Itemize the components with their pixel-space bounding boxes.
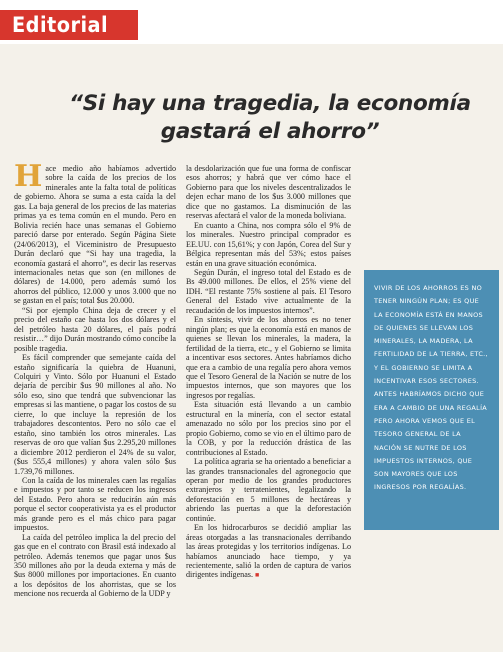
- article-paragraph: En cuanto a China, nos compra sólo el 9% de los minerales. Nuestro principal comprador es EE.UU. con 15,61%; y con Japón, Corea del Sur y Bélgica representan más del 53%; estos países están en una grave situación económica.: [186, 220, 351, 268]
- article-paragraph: [186, 523, 351, 581]
- article-paragraph: “Si por ejemplo China deja de crecer y el precio del estaño cae hasta los dos dólares y el del petróleo hasta 20 dólares, el país podrá resistir…” dijo Durán mostrando cómo concibe la posible tragedia.: [14, 305, 176, 353]
- section-tab: [0, 10, 138, 40]
- pull-quote: [364, 270, 499, 530]
- article-paragraph: En síntesis, vivir de los ahorros es no tener ningún plan; es que la economía está en manos de quienes se llevan los minerales, la madera, la fertilidad de la tierra, etc., y el Gobierno se limita a incentivar esos sectores. Antes habríamos dicho que era a cambio de una regalía pero ahora vemos que el Tesoro General de la Nación se nutre de los impuestos internos, que son mayores que los ingresos por regalías.: [186, 315, 351, 400]
- section-label: Editorial: [12, 13, 109, 37]
- headline: “Si hay una tragedia, la economía gastará el ahorro”: [69, 91, 471, 144]
- middle-column: [186, 164, 351, 581]
- article-paragraph: La política agraria se ha orientado a beneficiar a las grandes transnacionales del agronegocio que operan por medio de los grandes productores extranjeros y terratenientes, legalizando la deforestación en 5 millones de hectáreas y abriendo las puertas a que la deforestación continúe.: [186, 457, 351, 523]
- pull-quote-text: VIVIR DE LOS AHORROS ES NO TENER NINGÚN PLAN; ES QUE LA ECONOMÍA ESTÁ EN MANOS DE QUIENES SE LLEVAN LOS MINERALES, LA MADERA, LA FERTILIDAD DE LA TIERRA, ETC., Y EL GOBIERNO SE LIMITA A INCENTIVAR ESOS SECTORES. ANTES HABRÍAMOS DICHO QUE ERA A CAMBIO DE UNA REGALÍA PERO AHORA VEMOS QUE EL TESORO GENERAL DE LA NACIÓN SE NUTRE DE LOS IMPUESTOS INTERNOS, QUE SON MAYORES QUE LOS INGRESOS POR REGALÍAS.: [374, 284, 488, 492]
- paragraph-text: ace medio año habíamos advertido sobre la caída de los precios de los minerales ante la falta total de políticas de gobierno. Ahora se suma a esta caída la del gas. La baja general de los precios de las materias primas ya es tema común en el mundo. Pero en Bolivia recién hace unas semanas el Gobierno pareció darse por enterado. Según Página Siete (24/06/2013), el Viceministro de Presupuesto Durán declaró que “Si hay una tragedia, la economía gastará el ahorro”, es decir las reservas internacionales netas que son (en millones de dólares) de 14.000, pero además sumó los ahorros del público, 12.000 y unos 3.000 que no se gastan en el país; total $us 20.000.: [14, 164, 176, 306]
- left-column: [14, 159, 176, 599]
- article-paragraph: Esta situación está llevando a un cambio estructural en la minería, con el sector estatal amenazado no sólo por los precios sino por el propio Gobierno, como se vio en el último paro de la COB, y por la reducción drástica de las contribuciones al Estado.: [186, 400, 351, 457]
- article-paragraph: Con la caída de los minerales caen las regalías e impuestos y por tanto se reducen los ingresos del Estado. Pero ahora se reducirán aún más porque el sector cooperativista ya es el productor más grande pero es el más chico para pagar impuestos.: [14, 475, 176, 533]
- article-paragraph: La caída del petróleo implica la del precio del gas que en el contrato con Brasil está indexado al petróleo. Además tenemos que pagar unos $us 350 millones año por la deuda externa y más de $us 8000 millones por importaciones. En cuanto a los depósitos de los ahorristas, que se los mencione nos recuerda al Gobierno de la UDP y: [14, 532, 176, 599]
- article-paragraph: la desdolarización que fue una forma de confiscar esos ahorros; y habrá que ver cómo hace el Gobierno para que los niveles descentralizados le dejen echar mano de los $us 3.000 millones que dice que no gastamos. La disminución de las reservas afectará el valor de la moneda boliviana.: [186, 164, 351, 221]
- article-paragraph: Según Durán, el ingreso total del Estado es de Bs 49.000 millones. De ellos, el 25% viene del IDH. “El restante 75% sostiene al país. El Tesoro General del Estado vive actualmente de la recaudación de los impuestos internos”.: [186, 267, 351, 315]
- article-paragraph: Es fácil comprender que semejante caída del estaño significaría la quiebra de Huanuni, Colquiri y Vinto. Sólo por Huanuni el Estado dejaría de percibir $us 90 millones al año. No sólo eso, sino que tendrá que subvencionar las empresas si las mantiene, o pagar los costos de su cierre, lo que incluye la represión de los trabajadores descontentos. Pero no sólo cae el estaño, sino también los otros minerales. Las reservas de oro que valían $us 2.295,20 millones a diciembre 2012 perdieron el 24% de su valor, ($us 555,4 millones) y ahora valen sólo $us 1.739,76 millones.: [14, 353, 176, 476]
- paragraph-text: En los hidrocarburos se decidió ampliar las áreas otorgadas a las transnacionales derribando las áreas protegidas y los territorios indígenas. Lo habíamos anunciado hace tiempo, y ya recientemente, salió la orden de captura de varios dirigentes indígenas.: [186, 523, 351, 580]
- article-paragraph: [14, 159, 176, 306]
- drop-cap: H: [14, 159, 43, 194]
- end-mark-icon: ■: [255, 571, 260, 580]
